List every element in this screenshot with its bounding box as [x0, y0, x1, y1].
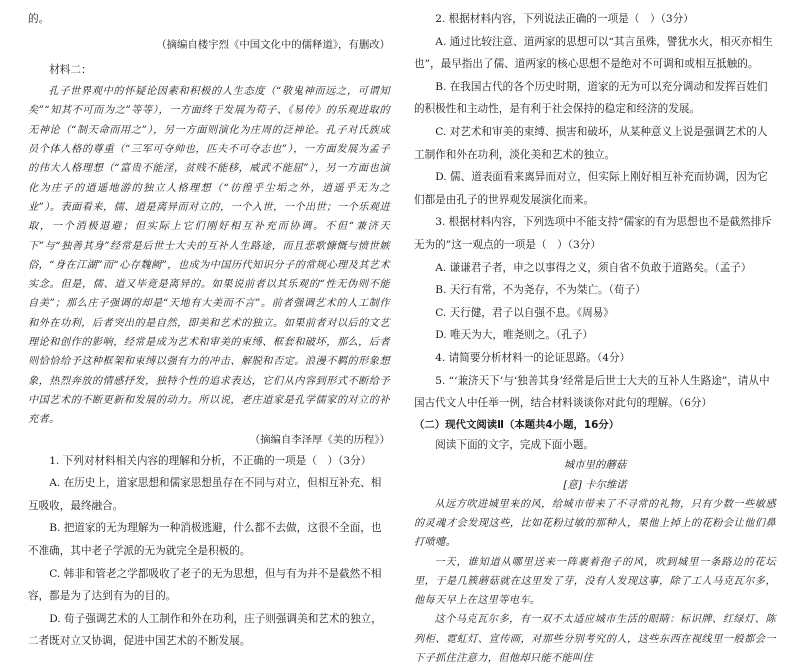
left-column [28, 0, 390, 653]
section-title: （二）现代文阅读Ⅱ（本题共4小题，16分） [414, 418, 620, 431]
question-3-stem: 3. 根据材料内容，下列选项中不能支持“儒家的有为思想也不是截然排斥无为的”这一观点的一项是（ ）（3分） [414, 216, 772, 251]
section-intro: 阅读下面的文字，完成下面小题。 [435, 438, 595, 451]
question-2-stem: 2. 根据材料内容，下列说法正确的一项是（ ）（3分） [435, 13, 694, 25]
head-fragment: 的。 [28, 13, 50, 25]
story-paragraph-3: 这个马克瓦尔多，有一双不太适应城市生活的眼睛：标识牌、红绿灯、陈列柜、霓虹灯、宣传画，对那些分别考究的人，这些东西在视线里一般都会一下子抓住注意力，但他却只能不能叫住 [414, 614, 776, 665]
question-3-option-a: A. 谦谦君子者，申之以事得之义，须自省不负敢于道路矣。（孟子） [435, 261, 752, 274]
question-5: 5. “‘兼济天下’与‘独善其身’经常是后世士大夫的互补人生路途”，请从中国古代文人中任举一例，结合材料谈谈你对此句的理解。（6分） [414, 374, 770, 410]
story-author: [意] 卡尔维诺 [563, 478, 627, 491]
source-citation-2: （摘编自李泽厚《美的历程》） [249, 433, 390, 446]
material-2-label: 材料二： [49, 63, 92, 76]
material-2-paragraph: 孔子世界观中的怀疑论因素和积极的人生态度（“敬鬼神而远之，可谓知矣”“知其不可而为之”等等），一方面终于发展为荀子、《易传》的乐观进取的无神论（“制天命而用之”），另一方面则演化为庄周的泛神论。孔子对氏族成员个体人格的尊重（“三军可夺帅也，匹夫不可夺志也”），一方面发展为孟子的伟大人格理想（“富贵不能淫，贫贱不能移，威武不能屈”），另一方面也演化为庄子的逍遥地游的独立人格理想（“彷徨乎尘垢之外，逍遥乎无为之业”）。表面看来，儒、道是离异而对立的，一个入世，一个出世；一个乐观进取，一个消极退避；但实际上它们刚好相互补充而协调。不但“兼济天下”与“独善其身”经常是后世士大夫的互补人生路途，而且悲歌慷慨与愤世嫉俗，“身在江湖”而“心存魏阙”，也成为中国历代知识分子的常规心理及其艺术实念。但是，儒、道又毕竟是离异的。如果说前者以其乐观的“性无伪则不能自美”；那么庄子强调的却是“天地有大美而不言”。前者强调艺术的人工制作和外在功利，后者突出的是自然，即美和艺术的独立。如果前者对以后的文艺理论和创作的影响，经常是成为艺术和审美的束缚、框套和破坏，那么，后者则恰恰给予这种框架和束缚以强有力的冲击、解脱和否定。浪漫不羁的形象想象，热烈奔放的情感抒发，独特个性的追求表达，它们从内容到形式不断给予中国艺术的不断更新和发展的动力。所以说，老庄道家是孔学儒家的对立的补充者。 [28, 86, 390, 426]
source-citation-1: （摘编自楼宇烈《中国文化中的儒释道》，有删改） [156, 38, 390, 51]
question-1-option-a: A. 在历史上，道家思想和儒家思想虽存在不同与对立，但相互补充、相互吸收，最终融合。 [28, 477, 382, 512]
story-paragraph-1: 从远方吹进城里来的风，给城市带来了不寻常的礼物，只有少数一些敏感的灵魂才会发现这些，比如花粉过敏的那种人，果他上掉上的花粉会让他们鼻打喷嚏。 [414, 498, 776, 549]
question-1-stem: 1. 下列对材料相关内容的理解和分析，不正确的一项是（ ）（3分） [49, 454, 372, 467]
right-column [414, 0, 776, 668]
question-3-option-d: D. 唯天为大，唯尧则之。（孔子） [435, 329, 594, 342]
question-2-option-a: A. 通过比较注意、道两家的思想可以“其言虽殊，譬犹水火，相灭亦相生也”，最早指出了儒、道两家的核心思想不是绝对不可调和或相互抵触的。 [414, 35, 773, 71]
question-2-option-d: D. 儒、道表面看来离异而对立，但实际上刚好相互补充而协调，因为它们都是由孔子的世界观发展演化而来。 [414, 171, 768, 206]
question-1-option-d: D. 荀子强调艺术的人工制作和外在功利，庄子则强调美和艺术的独立，二者既对立又协调，促进中国艺术的不断发展。 [28, 612, 382, 648]
question-4: 4. 请简要分析材料一的论证思路。（4分） [435, 351, 631, 364]
question-2-option-b: B. 在我国古代的各个历史时期，道家的无为可以充分调动和发挥百姓们的积极性和主动性，是有利于社会保持的稳定和经济的发展。 [414, 80, 768, 116]
story-paragraph-2: 一天，谁知道从哪里送来一阵裹着孢子的风，吹到城里一条路边的花坛里，于是几簇蘑菇就在这里发了芽，没有人发现这事，除了工人马克瓦尔多，他每天早上在这里等电车。 [414, 556, 776, 607]
question-1-option-b: B. 把道家的无为理解为一种消极逃避，什么都不去做，这很不全面，也不准确，其中老子学派的无为就完全是积极的。 [28, 522, 382, 557]
question-1-option-c: C. 韩非和管老之学都吸收了老子的无为思想，但与有为并不是截然不相容，都是为了达到有为的目的。 [28, 567, 382, 603]
question-2-option-c: C. 对艺术和审美的束缚、损害和破坏，从某种意义上说是强调艺术的人工制作和外在功利，淡化美和艺术的独立。 [414, 125, 768, 161]
question-3-option-c: C. 天行健，君子以自强不息。《周易》 [435, 306, 614, 319]
question-3-option-b: B. 天行有常，不为尧存，不为桀亡。（荀子） [435, 284, 646, 297]
story-title: 城市里的蘑菇 [563, 458, 627, 471]
